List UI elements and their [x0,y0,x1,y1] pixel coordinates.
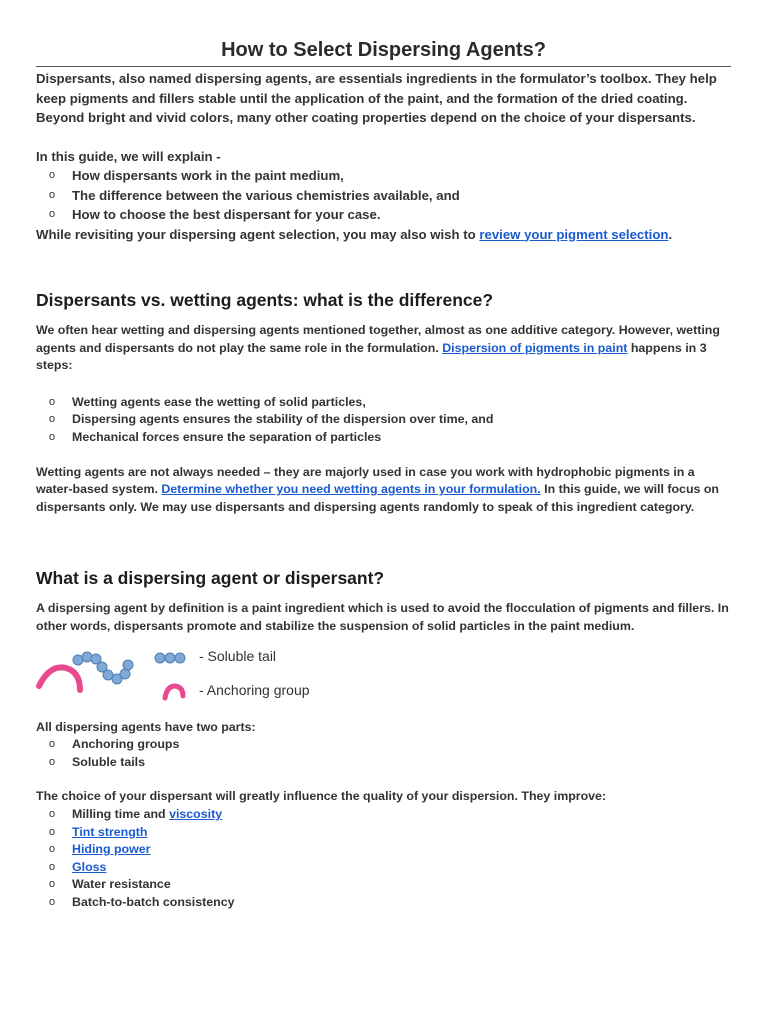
list-item: o Wetting agents ease the wetting of solid particles, [36,394,731,412]
improve-lead: The choice of your dispersant will greatly influence the quality of your dispersion. They improve: [36,789,607,804]
list-item [36,859,731,877]
dispersant-paragraph: A dispersing agent by definition is a paint ingredient which is used to avoid the flocculation of pigments and fillers. In other words, dispersants promote and stabilize the suspension of solid particles in the paint medium. [36,601,729,633]
wetting-paragraph-1: We often hear wetting and dispersing agents mentioned together, almost as one additive category. However, wetting agents and dispersants do not play the same role in the formulation. Dispersion of pigments in paint happens in 3 steps: [36,323,720,373]
document-page [36,36,731,911]
legend-anchoring-group: - Anchoring group [199,681,310,698]
list-item: o Milling time and viscosity [36,806,731,824]
hiding-power-link[interactable]: Hiding power [72,842,151,857]
dispersant-diagram [36,646,731,718]
section-wetting-body [36,322,731,516]
gloss-link[interactable]: Gloss [72,859,107,874]
steps-list [36,394,731,447]
anchoring-group-icon [39,667,80,690]
list-item [36,824,731,842]
dispersion-link[interactable]: Dispersion of pigments in paint [442,340,628,355]
list-item: o Batch-to-batch consistency [36,894,731,912]
section-dispersant-body [36,600,731,911]
wetting-paragraph-2: Wetting agents are not always needed – they are majorly used in case you work with hydrophobic pigments in a water-based system. Determine whether you need wetting agents in your formulation. In this guide, we will focus on dispersants only. We may use dispersants and dispersing agents randomly to speak of this ingredient category. [36,464,719,514]
review-pigment-link[interactable]: review your pigment selection [479,226,669,242]
list-item: o The difference between the various chemistries available, and [36,186,731,206]
list-item: o Soluble tails [36,754,731,772]
intro-section [36,69,731,244]
legend-soluble-tail: - Soluble tail [199,647,277,664]
list-item [36,841,731,859]
parts-lead: All dispersing agents have two parts: [36,719,256,734]
list-item: o Mechanical forces ensure the separation of particles [36,429,731,447]
improve-list [36,806,731,912]
list-item: o How to choose the best dispersant for your case. [36,205,731,225]
list-item: o How dispersants work in the paint medium, [36,166,731,186]
wetting-agents-link[interactable]: Determine whether you need wetting agents in your formulation. [161,482,541,497]
section-heading-dispersant: What is a dispersing agent or dispersant? [36,568,385,589]
tail-legend-icon [155,653,185,663]
viscosity-link[interactable]: viscosity [169,806,223,821]
parts-list [36,736,731,771]
intro-paragraph: Dispersants, also named dispersing agents, are essentials ingredients in the formulator’s toolbox. They help keep pigments and fillers stable until the application of the paint, and the formation of the dried coating. Beyond bright and vivid colors, many other coating properties depend on the choice of your dispersants. [36,71,717,125]
revisit-paragraph: While revisiting your dispersing agent selection, you may also wish to review your pigment selection. [36,226,673,242]
tint-strength-link[interactable]: Tint strength [72,824,148,839]
soluble-tail-icon [73,652,133,684]
page-title: How to Select Dispersing Agents? [36,36,731,67]
guide-lead: In this guide, we will explain - [36,148,221,164]
list-item: o Anchoring groups [36,736,731,754]
section-heading-wetting: Dispersants vs. wetting agents: what is the difference? [36,290,494,310]
list-item: o Water resistance [36,876,731,894]
anchor-legend-icon [165,686,183,698]
list-item: o Dispersing agents ensures the stability of the dispersion over time, and [36,411,731,429]
guide-list [36,166,731,225]
